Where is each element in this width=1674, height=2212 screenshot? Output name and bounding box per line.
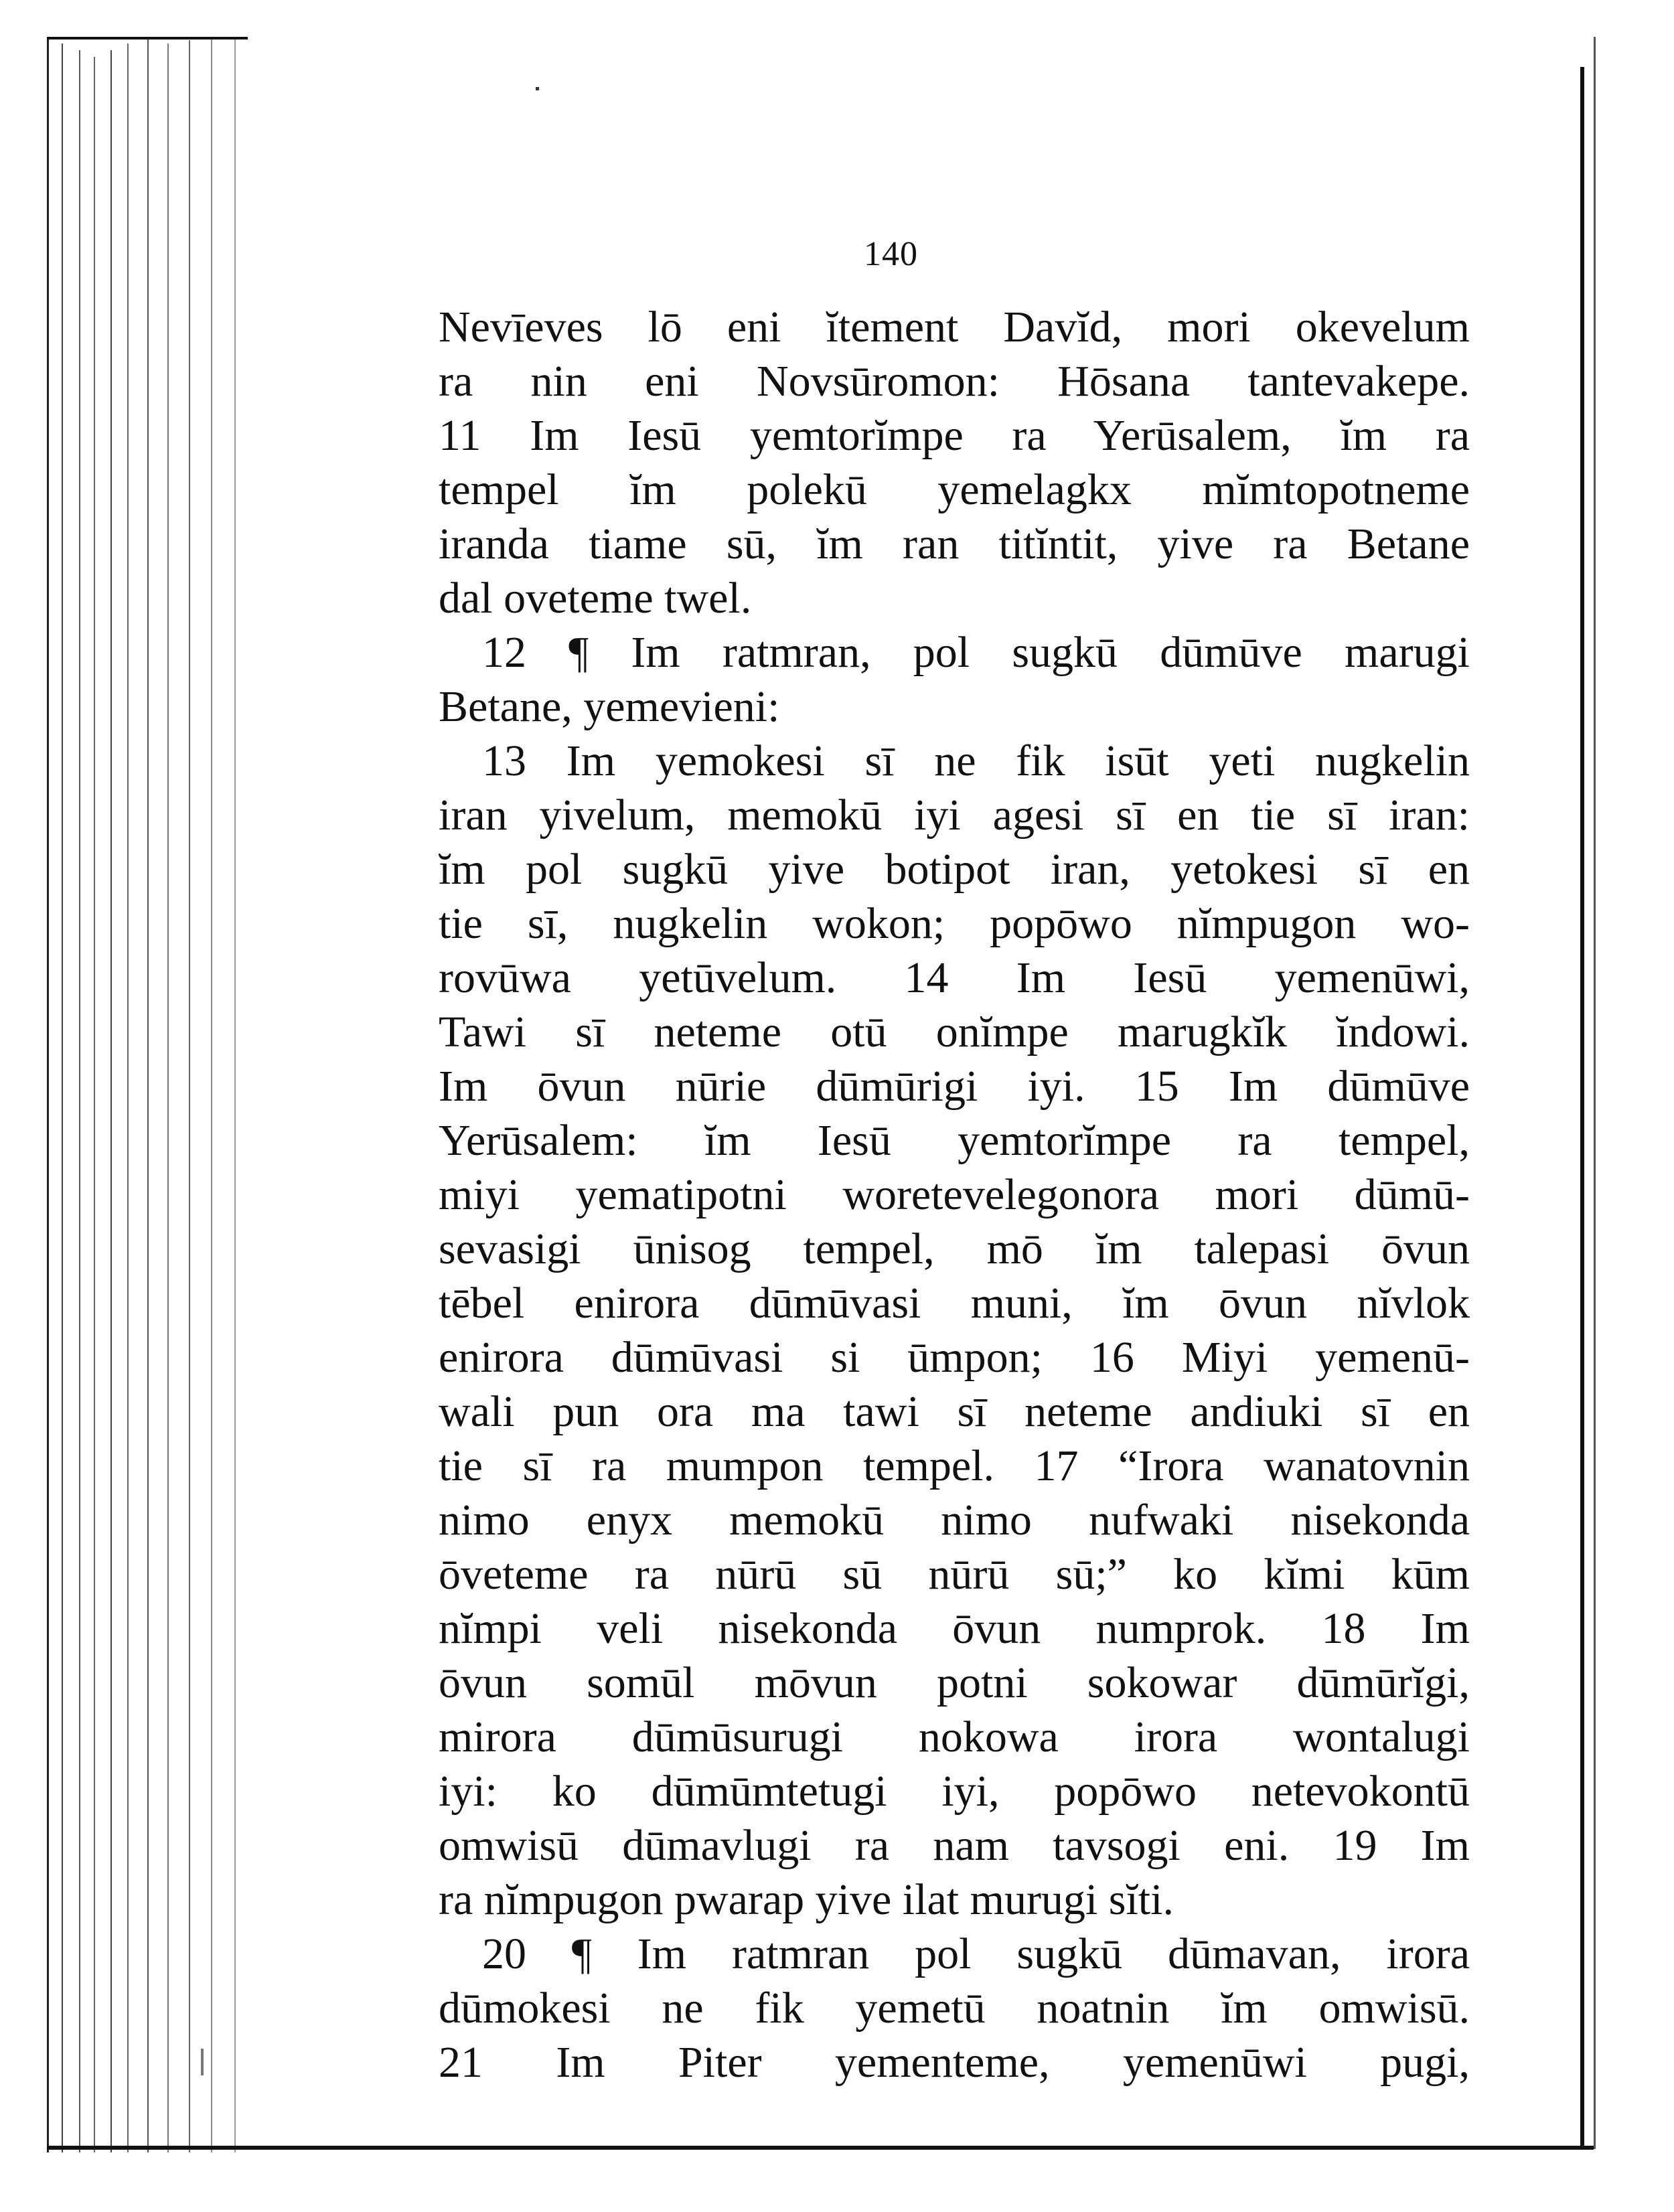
text-line: sevasigi ūnisog tempel, mō ĭm talepasi ōvun	[439, 1224, 1470, 1273]
text-line: tēbel enirora dūmūvasi muni, ĭm ōvun nĭvlok	[439, 1279, 1470, 1328]
text-line: tie sī, nugkelin wokon; popōwo nĭmpugon wo-	[439, 899, 1470, 948]
page-edge-line	[211, 37, 212, 2152]
text-line: iyi: ko dūmūmtetugi iyi, popōwo netevokontū	[439, 1767, 1470, 1816]
text-line: ōvun somūl mōvun potni sokowar dūmūrĭgi,	[439, 1658, 1470, 1707]
page-number: 140	[864, 235, 918, 273]
text-line: 20 ¶ Im ratmran pol sugkū dūmavan, irora	[482, 1929, 1470, 1978]
page-edge-line	[79, 50, 80, 2152]
body-text	[439, 300, 1470, 2089]
text-line: iranda tiame sū, ĭm ran titĭntit, yive ra Betane	[439, 520, 1470, 568]
text-line: Nevīeves lō eni ĭtement Davĭd, mori okevelum	[439, 303, 1470, 351]
text-line: omwisū dūmavlugi ra nam tavsogi eni. 19 Im	[439, 1821, 1470, 1870]
page-edge-line	[110, 50, 112, 2152]
text-line: Betane, yemevieni:	[439, 682, 780, 731]
text-line: 12 ¶ Im ratmran, pol sugkū dūmūve marugi	[482, 628, 1470, 677]
page-edge-line	[147, 37, 149, 2152]
text-line: ĭm pol sugkū yive botipot iran, yetokesi sī en	[439, 845, 1470, 894]
page-edge-line	[47, 37, 49, 2152]
book-page-stack	[47, 37, 248, 2152]
page-edge-line	[94, 57, 95, 2152]
text-line: nimo enyx memokū nimo nufwaki nisekonda	[439, 1496, 1470, 1545]
text-line: Tawi sī neteme otū onĭmpe marugkĭk ĭndowi.	[439, 1008, 1470, 1056]
text-line: dūmokesi ne fik yemetū noatnin ĭm omwisū.	[439, 1984, 1470, 2033]
text-line: iran yivelum, memokū iyi agesi sī en tie sī iran:	[439, 791, 1470, 840]
page-stack-top-edge	[47, 37, 248, 66]
scan-speck	[201, 2049, 204, 2075]
text-line: mirora dūmūsurugi nokowa irora wontalugi	[439, 1713, 1470, 1761]
text-line: Yerūsalem: ĭm Iesū yemtorĭmpe ra tempel,	[439, 1116, 1470, 1165]
page-right-outer-edge	[1594, 37, 1596, 2149]
text-line: 13 Im yemokesi sī ne fik isūt yeti nugkelin	[482, 736, 1470, 785]
text-line: Im ōvun nūrie dūmūrigi iyi. 15 Im dūmūve	[439, 1062, 1470, 1111]
page-right-edge	[1580, 67, 1584, 2149]
page-edge-line	[62, 44, 63, 2152]
page-edge-line	[167, 44, 169, 2152]
text-line: 11 Im Iesū yemtorĭmpe ra Yerūsalem, ĭm ra	[439, 411, 1470, 460]
text-line: wali pun ora ma tawi sī neteme andiuki sī en	[439, 1387, 1470, 1436]
page-edge-line	[189, 40, 190, 2152]
page-edge-line	[127, 44, 129, 2152]
text-line: ra nin eni Novsūromon: Hōsana tantevakepe.	[439, 357, 1470, 406]
text-line: 21 Im Piter yementeme, yemenūwi pugi,	[439, 2038, 1470, 2087]
text-line: dal oveteme twel.	[439, 574, 752, 623]
text-line: ra nĭmpugon pwarap yive ilat murugi sĭti.	[439, 1875, 1174, 1924]
text-line: enirora dūmūvasi si ūmpon; 16 Miyi yemenū-	[439, 1333, 1470, 1382]
text-line: ōveteme ra nūrū sū nūrū sū;” ko kĭmi kūm	[439, 1550, 1470, 1599]
text-line: tempel ĭm polekū yemelagkx mĭmtopotneme	[439, 465, 1470, 514]
text-line: rovūwa yetūvelum. 14 Im Iesū yemenūwi,	[439, 953, 1470, 1002]
scan-speck	[536, 87, 539, 90]
page-edge-line	[234, 37, 236, 2152]
text-line: tie sī ra mumpon tempel. 17 “Irora wanatovnin	[439, 1441, 1470, 1490]
page-bottom-edge	[47, 2146, 1594, 2150]
text-line: miyi yematipotni woretevelegonora mori dūmū-	[439, 1170, 1470, 1219]
text-line: nĭmpi veli nisekonda ōvun numprok. 18 Im	[439, 1604, 1470, 1653]
